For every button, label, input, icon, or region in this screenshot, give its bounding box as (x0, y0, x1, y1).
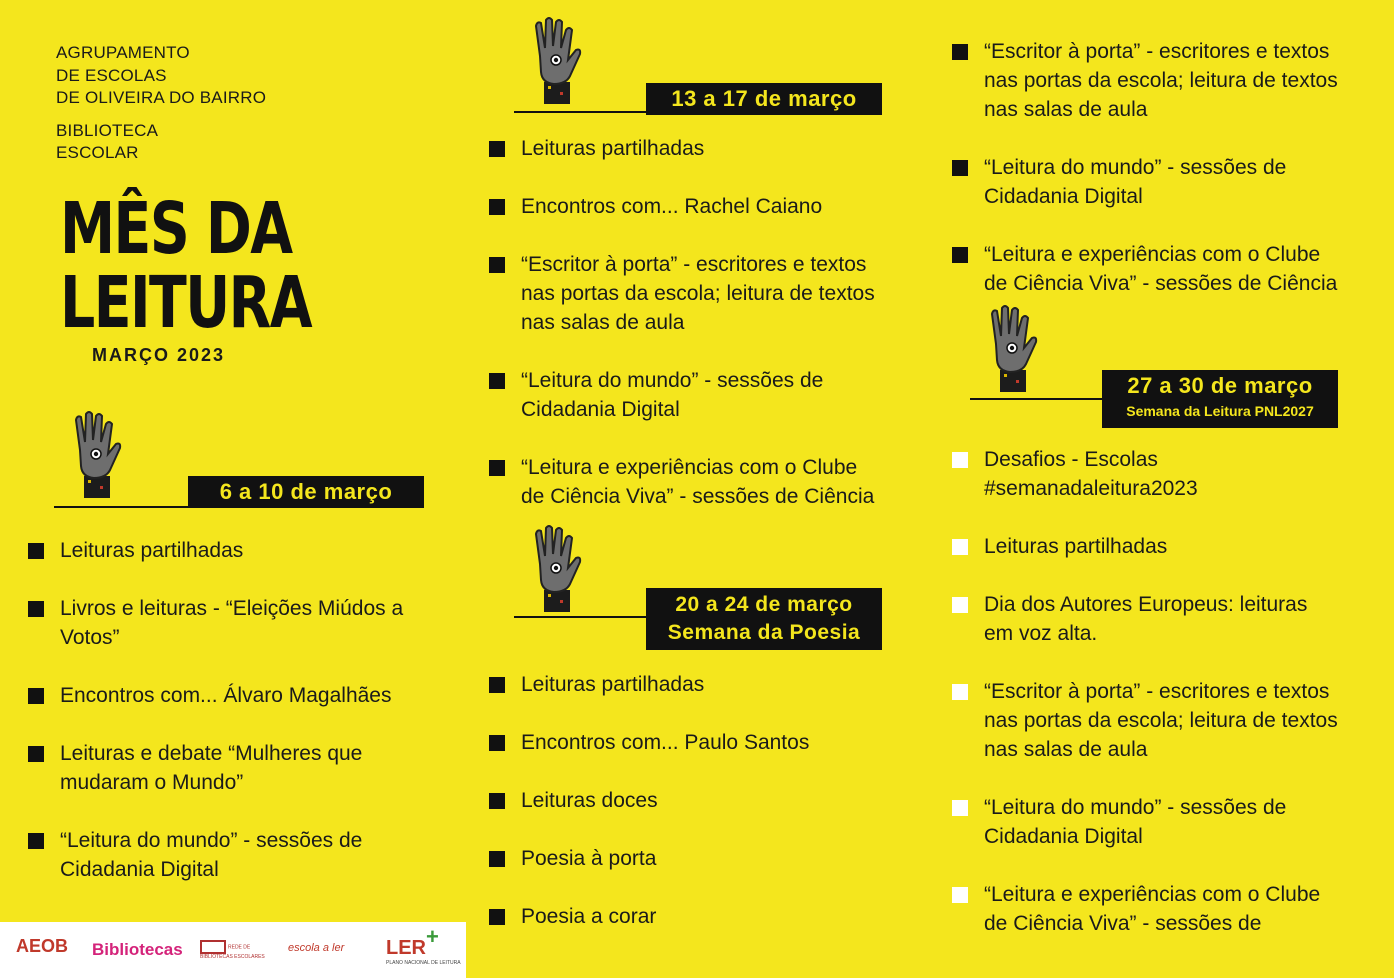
plus-icon: + (426, 924, 439, 949)
week-2-header (646, 83, 882, 115)
rbe-logo: REDE DE BIBLIOTECAS ESCOLARES (200, 940, 270, 961)
week-3-activity-list (489, 670, 929, 960)
bullet-square-icon (952, 160, 968, 176)
bullet-square-icon (952, 44, 968, 60)
week-3-continued-activity-list (952, 37, 1382, 327)
org-line: AGRUPAMENTO (56, 43, 190, 62)
list-item: Leituras partilhadas (489, 134, 929, 163)
list-item: Poesia a corar (489, 902, 929, 931)
list-item: Encontros com... Rachel Caiano (489, 192, 929, 221)
bullet-square-icon (489, 793, 505, 809)
rbe-mark-icon (200, 940, 226, 954)
bullet-square-icon (489, 373, 505, 389)
bullet-square-icon (489, 257, 505, 273)
week-dates: 13 a 17 de março (671, 86, 857, 111)
raised-glove-hand-icon (982, 304, 1040, 394)
week-1-activity-list (28, 536, 458, 913)
list-item: Leituras partilhadas (28, 536, 458, 565)
list-item: Leituras e debate “Mulheres que mudaram o Mundo” (28, 739, 458, 797)
organization-block (56, 42, 266, 165)
list-item: “Leitura do mundo” - sessões de Cidadania Digital (28, 826, 458, 884)
ler-plus-logo: LER+ (386, 924, 439, 959)
week-divider-line (514, 616, 654, 618)
title-line: MÊS DA (60, 187, 292, 270)
list-item: Encontros com... Álvaro Magalhães (28, 681, 458, 710)
bullet-square-icon (28, 746, 44, 762)
bullet-square-icon (489, 735, 505, 751)
list-item: “Leitura do mundo” - sessões de Cidadania Digital (952, 153, 1382, 211)
week-2-activity-list (489, 134, 929, 540)
list-item: “Leitura do mundo” - sessões de Cidadania Digital (952, 793, 1382, 851)
page-title (60, 187, 312, 344)
list-item: Desafios - Escolas #semanadaleitura2023 (952, 445, 1382, 503)
week-divider-line (970, 398, 1110, 400)
week-3-header (646, 588, 882, 650)
org-line: DE ESCOLAS (56, 65, 167, 85)
pnl-logo-caption: PLANO NACIONAL DE LEITURA (386, 960, 461, 966)
bullet-square-icon (952, 597, 968, 613)
week-divider-line (514, 111, 654, 113)
week-dates: 6 a 10 de março (219, 479, 393, 504)
list-item: “Escritor à porta” - escritores e textos nas portas da escola; leitura de textos nas salas de aula (952, 37, 1382, 124)
list-item: Leituras partilhadas (489, 670, 929, 699)
list-item: Livros e leituras - “Eleições Miúdos a Votos” (28, 594, 458, 652)
list-item: “Escritor à porta” - escritores e textos nas portas da escola; leitura de textos nas salas de aula (489, 250, 929, 337)
bullet-square-icon (489, 851, 505, 867)
list-item: “Escritor à porta” - escritores e textos nas portas da escola; leitura de textos nas salas de aula (952, 677, 1382, 764)
list-item: Dia dos Autores Europeus: leituras em voz alta. (952, 590, 1382, 648)
bullet-square-icon (952, 887, 968, 903)
bullet-square-icon (489, 460, 505, 476)
raised-glove-hand-icon (526, 16, 584, 106)
week-1-header (188, 476, 424, 508)
week-4-header (1102, 370, 1338, 428)
list-item: “Leitura e experiências com o Clube de Ciência Viva” - sessões de Ciência (952, 240, 1382, 298)
raised-glove-hand-icon (66, 410, 124, 500)
week-divider-line (54, 506, 194, 508)
bullet-square-icon (28, 543, 44, 559)
bullet-square-icon (489, 141, 505, 157)
page-subtitle: MARÇO 2023 (92, 345, 226, 365)
title-line: LEITURA (60, 261, 312, 344)
bibliotecas-logo: Bibliotecas (92, 940, 183, 959)
list-item: Leituras doces (489, 786, 929, 815)
list-item: “Leitura do mundo” - sessões de Cidadania Digital (489, 366, 929, 424)
bullet-square-icon (489, 199, 505, 215)
raised-glove-hand-icon (526, 524, 584, 614)
week-4-activity-list (952, 445, 1382, 967)
library-line: BIBLIOTECA (56, 120, 159, 140)
week-subtitle: Semana da Poesia (667, 621, 861, 644)
list-item: Encontros com... Paulo Santos (489, 728, 929, 757)
list-item: Leituras partilhadas (952, 532, 1382, 561)
bullet-square-icon (952, 800, 968, 816)
week-dates: 27 a 30 de março (1127, 373, 1313, 398)
bullet-square-icon (952, 684, 968, 700)
escola-a-ler-logo: escola a ler (288, 942, 345, 954)
org-line: DE OLIVEIRA DO BAIRRO (56, 88, 267, 107)
list-item: Poesia à porta (489, 844, 929, 873)
bullet-square-icon (952, 452, 968, 468)
list-item: “Leitura e experiências com o Clube de Ciência Viva” - sessões de (952, 880, 1382, 938)
bullet-square-icon (28, 688, 44, 704)
bullet-square-icon (952, 247, 968, 263)
bullet-square-icon (28, 601, 44, 617)
bullet-square-icon (489, 677, 505, 693)
week-subtitle: Semana da Leitura PNL2027 (1126, 403, 1314, 419)
week-dates: 20 a 24 de março (675, 593, 853, 616)
aeob-logo: AEOB (16, 936, 69, 956)
bullet-square-icon (489, 909, 505, 925)
library-line: ESCOLAR (56, 143, 139, 162)
bullet-square-icon (952, 539, 968, 555)
partner-logos-strip (0, 922, 466, 978)
list-item: “Leitura e experiências com o Clube de Ciência Viva” - sessões de Ciência (489, 453, 929, 511)
bullet-square-icon (28, 833, 44, 849)
